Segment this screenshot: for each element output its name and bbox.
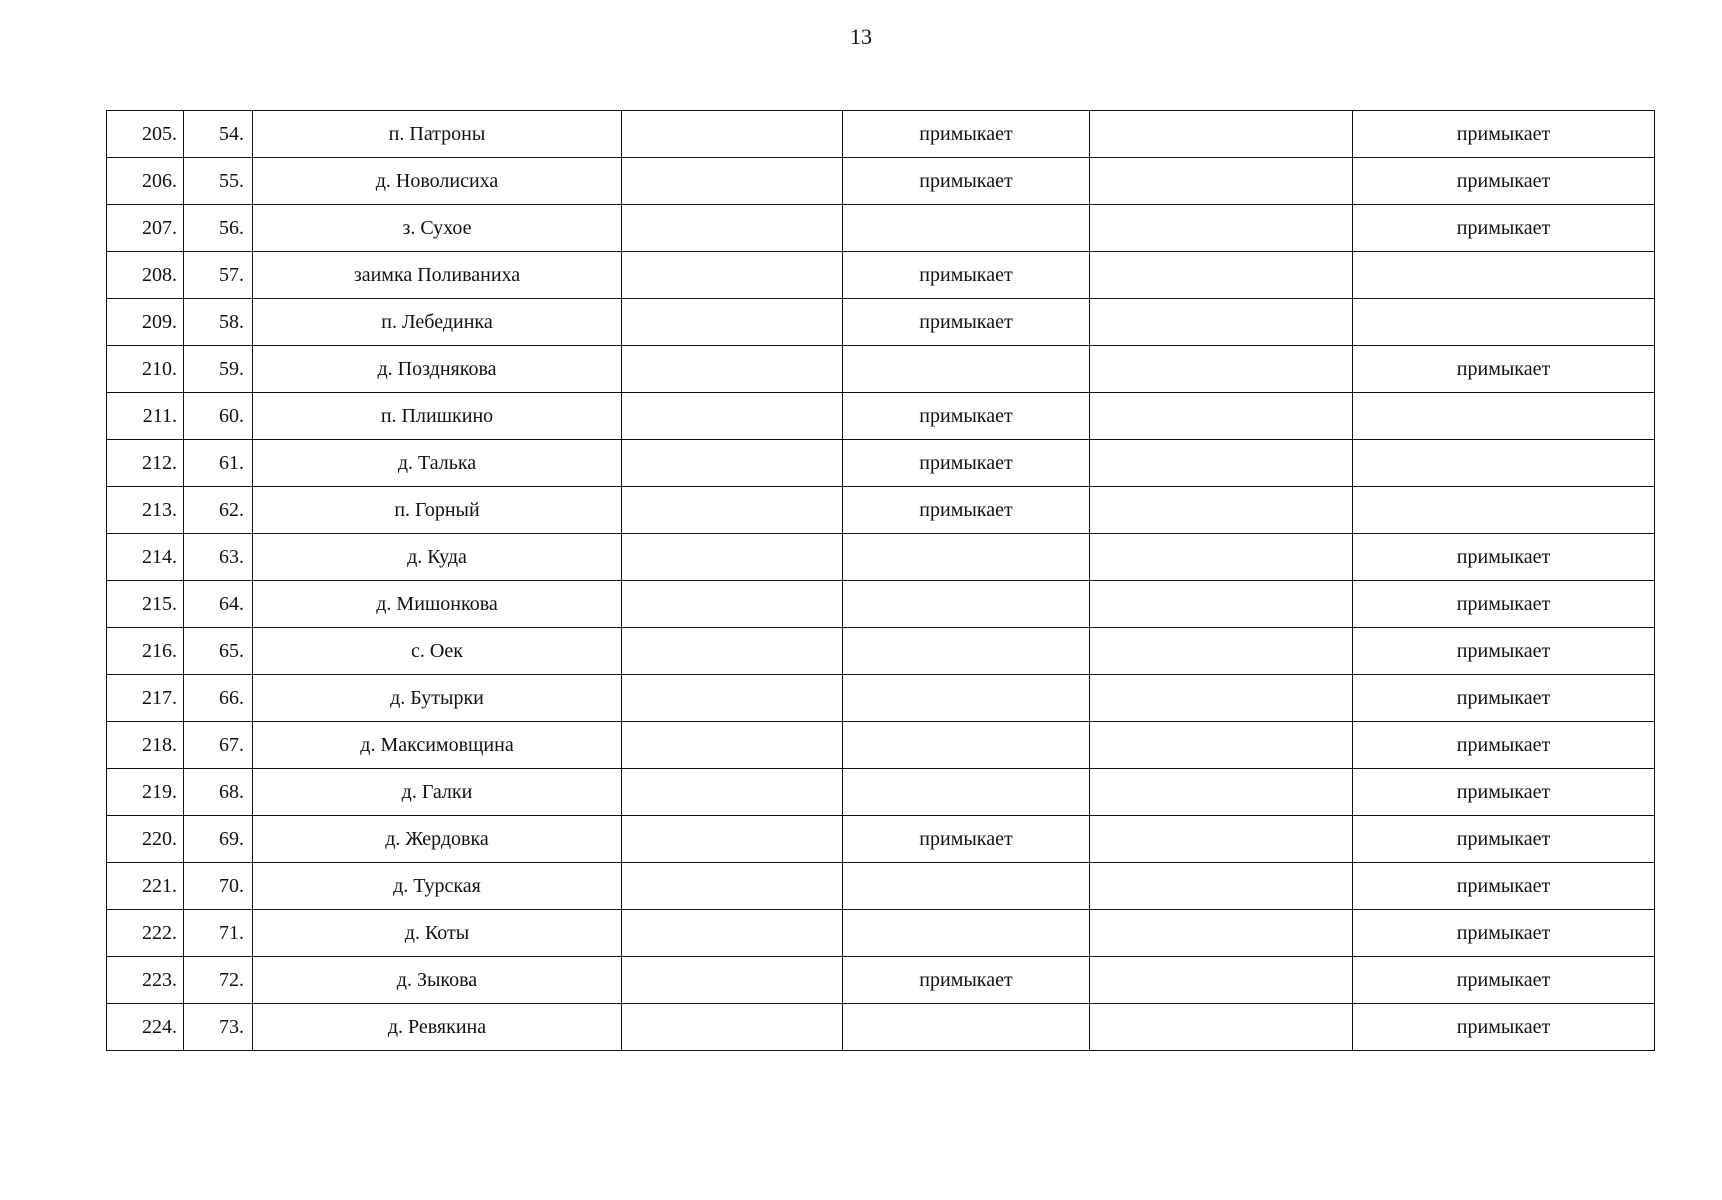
- column-4-cell: примыкает: [843, 111, 1090, 158]
- local-number-cell: 58.: [184, 299, 253, 346]
- settlement-name-cell: п. Патроны: [253, 111, 622, 158]
- column-5-cell: [1090, 346, 1353, 393]
- settlement-name-cell: п. Плишкино: [253, 393, 622, 440]
- overall-number-cell: 218.: [107, 722, 184, 769]
- table-row: [107, 158, 1655, 205]
- settlement-name-cell: д. Жердовка: [253, 816, 622, 863]
- settlement-name-cell: д. Зыкова: [253, 957, 622, 1004]
- settlement-name-cell: д. Турская: [253, 863, 622, 910]
- settlement-name-cell: д. Коты: [253, 910, 622, 957]
- column-5-cell: [1090, 158, 1353, 205]
- column-3-cell: [622, 675, 843, 722]
- column-6-cell: [1353, 393, 1655, 440]
- column-6-cell: примыкает: [1353, 863, 1655, 910]
- local-number-cell: 61.: [184, 440, 253, 487]
- settlement-name-cell: п. Горный: [253, 487, 622, 534]
- table-row: [107, 628, 1655, 675]
- column-6-cell: примыкает: [1353, 158, 1655, 205]
- settlement-name-cell: з. Сухое: [253, 205, 622, 252]
- column-6-cell: примыкает: [1353, 675, 1655, 722]
- column-4-cell: примыкает: [843, 816, 1090, 863]
- column-5-cell: [1090, 769, 1353, 816]
- table-row: [107, 440, 1655, 487]
- settlement-name-cell: д. Куда: [253, 534, 622, 581]
- column-4-cell: [843, 346, 1090, 393]
- table-row: [107, 816, 1655, 863]
- local-number-cell: 65.: [184, 628, 253, 675]
- settlement-name-cell: д. Бутырки: [253, 675, 622, 722]
- column-4-cell: примыкает: [843, 957, 1090, 1004]
- local-number-cell: 62.: [184, 487, 253, 534]
- overall-number-cell: 220.: [107, 816, 184, 863]
- column-3-cell: [622, 769, 843, 816]
- local-number-cell: 63.: [184, 534, 253, 581]
- local-number-cell: 69.: [184, 816, 253, 863]
- column-4-cell: [843, 863, 1090, 910]
- column-3-cell: [622, 1004, 843, 1051]
- column-3-cell: [622, 205, 843, 252]
- overall-number-cell: 223.: [107, 957, 184, 1004]
- column-4-cell: [843, 628, 1090, 675]
- local-number-cell: 59.: [184, 346, 253, 393]
- page-number: 13: [850, 24, 872, 49]
- column-4-cell: [843, 769, 1090, 816]
- table-row: [107, 346, 1655, 393]
- overall-number-cell: 215.: [107, 581, 184, 628]
- column-3-cell: [622, 534, 843, 581]
- column-5-cell: [1090, 863, 1353, 910]
- table-row: [107, 393, 1655, 440]
- overall-number-cell: 222.: [107, 910, 184, 957]
- column-5-cell: [1090, 111, 1353, 158]
- local-number-cell: 57.: [184, 252, 253, 299]
- table-row: [107, 111, 1655, 158]
- column-6-cell: примыкает: [1353, 205, 1655, 252]
- column-4-cell: [843, 1004, 1090, 1051]
- column-6-cell: [1353, 487, 1655, 534]
- settlements-table: [106, 110, 1655, 1051]
- column-4-cell: примыкает: [843, 158, 1090, 205]
- column-3-cell: [622, 111, 843, 158]
- column-4-cell: примыкает: [843, 299, 1090, 346]
- column-3-cell: [622, 440, 843, 487]
- column-3-cell: [622, 816, 843, 863]
- column-6-cell: [1353, 299, 1655, 346]
- local-number-cell: 64.: [184, 581, 253, 628]
- column-3-cell: [622, 487, 843, 534]
- column-3-cell: [622, 393, 843, 440]
- column-4-cell: примыкает: [843, 393, 1090, 440]
- settlement-name-cell: п. Лебединка: [253, 299, 622, 346]
- table-row: [107, 675, 1655, 722]
- column-4-cell: [843, 581, 1090, 628]
- settlement-name-cell: д. Ревякина: [253, 1004, 622, 1051]
- settlement-name-cell: с. Оек: [253, 628, 622, 675]
- settlement-name-cell: д. Талька: [253, 440, 622, 487]
- overall-number-cell: 219.: [107, 769, 184, 816]
- overall-number-cell: 212.: [107, 440, 184, 487]
- column-4-cell: [843, 722, 1090, 769]
- overall-number-cell: 217.: [107, 675, 184, 722]
- table-row: [107, 534, 1655, 581]
- column-4-cell: [843, 205, 1090, 252]
- column-6-cell: примыкает: [1353, 581, 1655, 628]
- column-3-cell: [622, 863, 843, 910]
- column-6-cell: примыкает: [1353, 816, 1655, 863]
- column-6-cell: примыкает: [1353, 1004, 1655, 1051]
- column-4-cell: примыкает: [843, 487, 1090, 534]
- local-number-cell: 54.: [184, 111, 253, 158]
- local-number-cell: 72.: [184, 957, 253, 1004]
- column-5-cell: [1090, 487, 1353, 534]
- column-6-cell: [1353, 440, 1655, 487]
- overall-number-cell: 208.: [107, 252, 184, 299]
- column-6-cell: примыкает: [1353, 722, 1655, 769]
- local-number-cell: 55.: [184, 158, 253, 205]
- column-3-cell: [622, 628, 843, 675]
- overall-number-cell: 213.: [107, 487, 184, 534]
- column-3-cell: [622, 299, 843, 346]
- local-number-cell: 66.: [184, 675, 253, 722]
- column-6-cell: примыкает: [1353, 534, 1655, 581]
- column-3-cell: [622, 346, 843, 393]
- overall-number-cell: 207.: [107, 205, 184, 252]
- table-row: [107, 205, 1655, 252]
- column-5-cell: [1090, 910, 1353, 957]
- table-row: [107, 863, 1655, 910]
- overall-number-cell: 221.: [107, 863, 184, 910]
- column-3-cell: [622, 910, 843, 957]
- column-5-cell: [1090, 393, 1353, 440]
- local-number-cell: 67.: [184, 722, 253, 769]
- column-4-cell: примыкает: [843, 252, 1090, 299]
- column-4-cell: [843, 675, 1090, 722]
- table-row: [107, 910, 1655, 957]
- column-3-cell: [622, 957, 843, 1004]
- column-3-cell: [622, 252, 843, 299]
- column-6-cell: примыкает: [1353, 346, 1655, 393]
- overall-number-cell: 205.: [107, 111, 184, 158]
- table-body: [107, 111, 1655, 1051]
- column-3-cell: [622, 581, 843, 628]
- overall-number-cell: 214.: [107, 534, 184, 581]
- column-5-cell: [1090, 1004, 1353, 1051]
- column-3-cell: [622, 722, 843, 769]
- table-row: [107, 957, 1655, 1004]
- column-5-cell: [1090, 816, 1353, 863]
- overall-number-cell: 211.: [107, 393, 184, 440]
- settlement-name-cell: д. Новолисиха: [253, 158, 622, 205]
- settlement-name-cell: д. Максимовщина: [253, 722, 622, 769]
- column-5-cell: [1090, 205, 1353, 252]
- table-row: [107, 487, 1655, 534]
- table-row: [107, 299, 1655, 346]
- overall-number-cell: 206.: [107, 158, 184, 205]
- column-5-cell: [1090, 299, 1353, 346]
- local-number-cell: 73.: [184, 1004, 253, 1051]
- overall-number-cell: 216.: [107, 628, 184, 675]
- column-6-cell: примыкает: [1353, 910, 1655, 957]
- column-5-cell: [1090, 675, 1353, 722]
- settlement-name-cell: заимка Поливаниха: [253, 252, 622, 299]
- column-5-cell: [1090, 581, 1353, 628]
- table-row: [107, 769, 1655, 816]
- table-row: [107, 581, 1655, 628]
- column-5-cell: [1090, 957, 1353, 1004]
- column-6-cell: примыкает: [1353, 769, 1655, 816]
- local-number-cell: 71.: [184, 910, 253, 957]
- column-4-cell: [843, 910, 1090, 957]
- local-number-cell: 70.: [184, 863, 253, 910]
- column-5-cell: [1090, 440, 1353, 487]
- settlement-name-cell: д. Позднякова: [253, 346, 622, 393]
- overall-number-cell: 210.: [107, 346, 184, 393]
- column-4-cell: [843, 534, 1090, 581]
- column-5-cell: [1090, 252, 1353, 299]
- local-number-cell: 56.: [184, 205, 253, 252]
- overall-number-cell: 209.: [107, 299, 184, 346]
- local-number-cell: 60.: [184, 393, 253, 440]
- settlement-name-cell: д. Мишонкова: [253, 581, 622, 628]
- column-5-cell: [1090, 628, 1353, 675]
- table-row: [107, 1004, 1655, 1051]
- column-3-cell: [622, 158, 843, 205]
- table-row: [107, 722, 1655, 769]
- local-number-cell: 68.: [184, 769, 253, 816]
- overall-number-cell: 224.: [107, 1004, 184, 1051]
- column-5-cell: [1090, 534, 1353, 581]
- column-6-cell: примыкает: [1353, 957, 1655, 1004]
- table-row: [107, 252, 1655, 299]
- column-6-cell: [1353, 252, 1655, 299]
- column-6-cell: примыкает: [1353, 111, 1655, 158]
- settlement-name-cell: д. Галки: [253, 769, 622, 816]
- column-6-cell: примыкает: [1353, 628, 1655, 675]
- column-4-cell: примыкает: [843, 440, 1090, 487]
- column-5-cell: [1090, 722, 1353, 769]
